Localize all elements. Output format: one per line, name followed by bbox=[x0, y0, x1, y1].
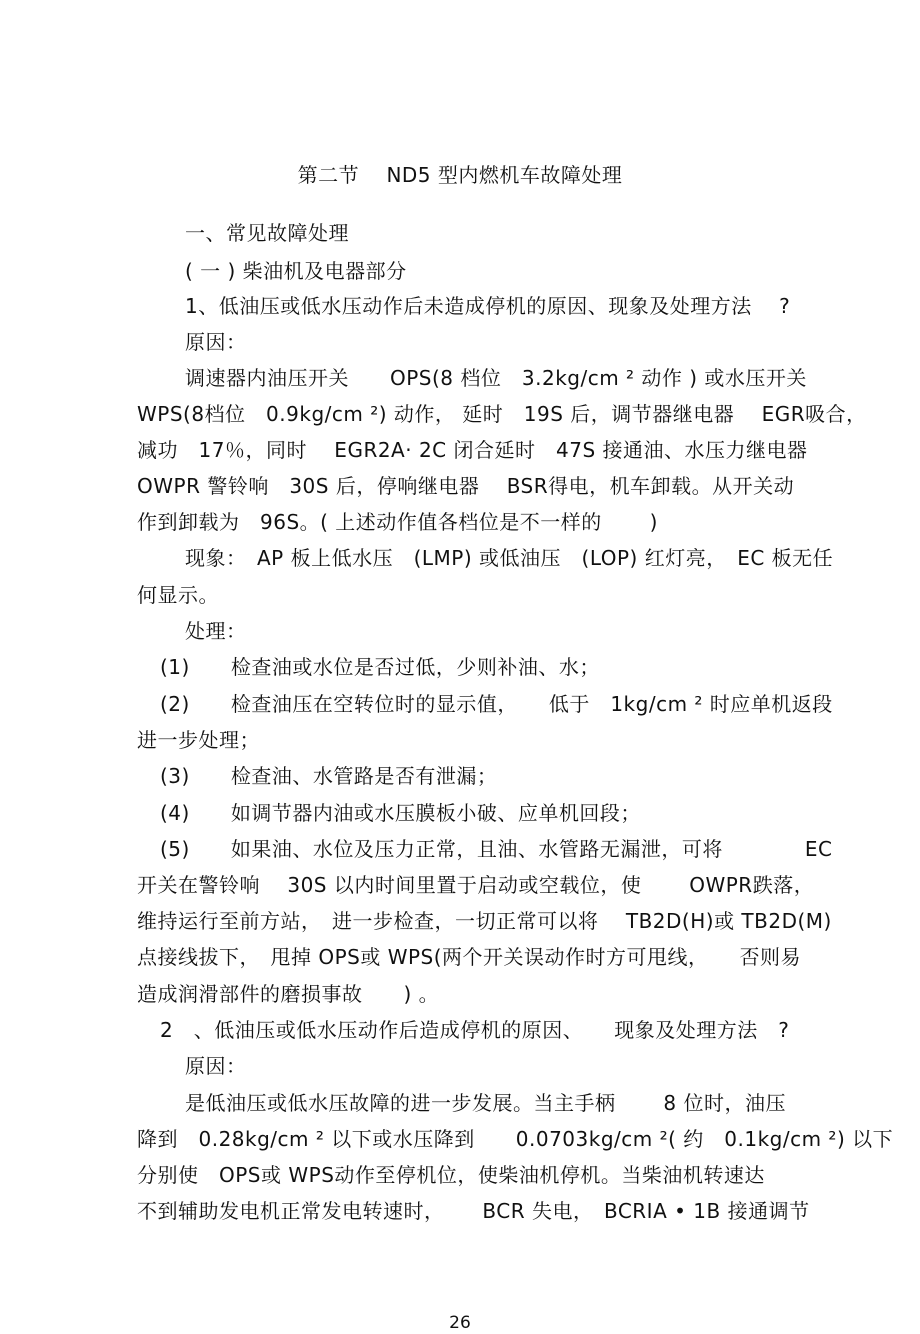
text-line-23: 2 、低油压或低水压动作后造成停机的原因、 现象及处理方法 ? bbox=[160, 1018, 790, 1042]
text-line-18: (5) 如果油、水位及压力正常，且油、水管路无漏泄，可将 EC bbox=[160, 837, 833, 861]
text-line-4: 原因： bbox=[185, 330, 247, 354]
text-line-2: ( 一 ) 柴油机及电器部分 bbox=[185, 259, 407, 283]
text-line-27: 分别使 OPS或 WPS动作至停机位，使柴油机停机。当柴油机转速达 bbox=[137, 1163, 765, 1187]
text-line-5: 调速器内油压开关 OPS(8 档位 3.2kg/cm ² 动作 ) 或水压开关 bbox=[185, 366, 807, 390]
text-line-16: (3) 检查油、水管路是否有泄漏； bbox=[160, 764, 498, 788]
page-number: 26 bbox=[449, 1313, 471, 1333]
text-line-10: 现象： AP 板上低水压 (LMP) 或低油压 (LOP) 红灯亮， EC 板无任 bbox=[185, 546, 834, 570]
text-line-22: 造成润滑部件的磨损事故 ) 。 bbox=[137, 982, 440, 1006]
text-line-1: 一、常见故障处理 bbox=[185, 221, 349, 245]
text-line-21: 点接线拔下， 甩掉 OPS或 WPS(两个开关误动作时方可甩线， 否则易 bbox=[137, 945, 802, 969]
text-line-13: (1) 检查油或水位是否过低，少则补油、水； bbox=[160, 655, 600, 679]
text-line-19: 开关在警铃响 30S 以内时间里置于启动或空载位，使 OWPR跌落， bbox=[137, 873, 815, 897]
text-line-17: (4) 如调节器内油或水压膜板小破、应单机回段； bbox=[160, 801, 641, 825]
text-line-7: 减功 17％，同时 EGR2A· 2C 闭合延时 47S 接通油、水压力继电器 bbox=[137, 438, 808, 462]
text-line-26: 降到 0.28kg/cm ² 以下或水压降到 0.0703kg/cm ²( 约 0.1kg/cm ²) 以下 bbox=[137, 1127, 894, 1151]
text-line-12: 处理： bbox=[185, 619, 247, 643]
section-title: 第二节 ND5 型内燃机车故障处理 bbox=[297, 163, 623, 187]
text-line-9: 作到卸载为 96S。( 上述动作值各档位是不一样的 ) bbox=[137, 510, 658, 534]
text-line-3: 1、低油压或低水压动作后未造成停机的原因、现象及处理方法 ? bbox=[185, 294, 791, 318]
text-line-20: 维持运行至前方站， 进一步检查，一切正常可以将 TB2D(H)或 TB2D(M) bbox=[137, 909, 832, 933]
text-line-14: (2) 检查油压在空转位时的显示值， 低于 1kg/cm ² 时应单机返段 bbox=[160, 692, 833, 716]
text-line-25: 是低油压或低水压故障的进一步发展。当主手柄 8 位时，油压 bbox=[185, 1091, 786, 1115]
text-line-8: OWPR 警铃响 30S 后，停响继电器 BSR得电，机车卸载。从开关动 bbox=[137, 474, 795, 498]
text-line-24: 原因： bbox=[185, 1054, 247, 1078]
text-line-11: 何显示。 bbox=[137, 583, 219, 607]
text-line-15: 进一步处理； bbox=[137, 728, 260, 752]
text-line-6: WPS(8档位 0.9kg/cm ²) 动作， 延时 19S 后，调节器继电器 EGR吸合， bbox=[137, 402, 867, 426]
text-line-28: 不到辅助发电机正常发电转速时， BCR 失电， BCRIA • 1B 接通调节 bbox=[137, 1199, 810, 1223]
